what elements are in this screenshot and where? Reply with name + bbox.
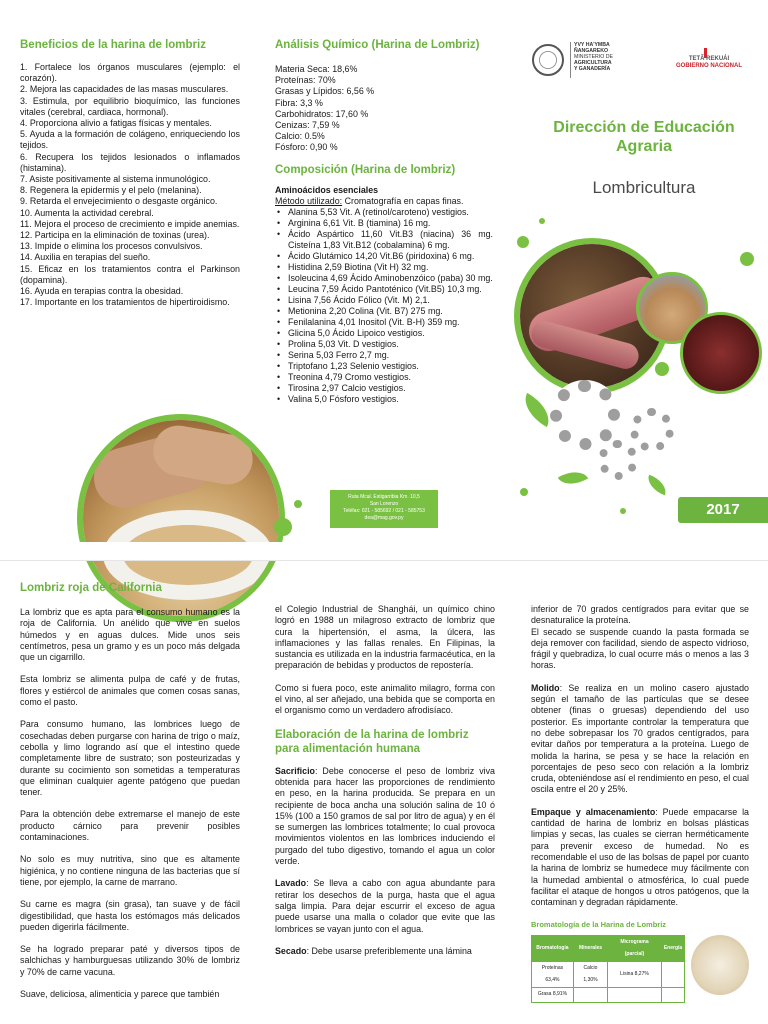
paragraph: No solo es muy nutritiva, sino que es altamente higiénica, y no contiene ninguna de las bacterias que sí tiene, por ejemplo, la carne de marrano. [20, 854, 240, 887]
table-cell: Proteínas 63,4% [532, 962, 574, 988]
section-text: : Se realiza en un molino casero ajustado según el tamaño de las partículas que se desee obtener (finas o gruesas) dependiendo del uso posterior. Es importante controlar la temperatura que no debe sobrepasar los 70 grados centígrados, para evitar daños por temperatura a la proteína. Luego de molida la harina, se pesa y se hace la relación en porcentajes de peso seco con relación a la lombriz cruda, obteniéndose así el rendimiento en peso, el cual oscila entre el 20 y 25%. [531, 682, 749, 795]
seal-icon [532, 44, 564, 76]
paragraph: el Colegio Industrial de Shanghái, un químico chino logró en 1988 un milagroso extracto de lombriz que cura la hipertensión, el asma, la úlcera, las inflamaciones y las fallas renales. En Filipinas, la sustancia es utilizada en la industria farmacéutica, en la preparación de bebidas y productos de repostería. [275, 604, 495, 671]
paragraph: Para consumo humano, las lombrices luego de cosechadas deben purgarse con harina de trigo o maíz, cebolla y limo logrando así que el intestino quede completamente libre de sustrato; son posteurizadas y durante su cocimiento son sometidas a temperaturas que eliminan cualquier agente patógeno que puedan tener. [20, 719, 240, 798]
composition-title: Composición (Harina de lombriz) [275, 163, 456, 176]
table-cell [661, 962, 684, 988]
benefit-item: 16. Ayuda en terapias contra la obesidad. [20, 286, 184, 297]
ministry-logo [532, 42, 626, 82]
red-worm-paragraphs [20, 607, 240, 1000]
section-label: Lavado [275, 878, 307, 889]
analysis-panel [275, 38, 493, 405]
benefits-title: Beneficios de la harina de lombriz [20, 39, 206, 51]
green-dot [620, 508, 626, 514]
year-badge: 2017 [678, 497, 768, 523]
method-label: Método utilizado: [275, 195, 343, 206]
section-paragraph [531, 807, 749, 909]
amino-item: • Prolina 5,03 Vit. D vestigios. [275, 339, 493, 350]
table-header: Minerales [573, 936, 607, 962]
section-text: : Debe usarse preferiblemente una lámina [306, 945, 472, 956]
table-cell [661, 988, 684, 1003]
green-dot [539, 218, 545, 224]
amino-item: • Serina 5,03 Ferro 2,7 mg. [275, 350, 493, 361]
elaboration-intro [275, 604, 495, 717]
benefit-item: 11. Mejora el proceso de crecimiento e impide anemias. [20, 218, 240, 229]
benefit-item: 6. Recupera los tejidos lesionados o inflamados (histamina). [20, 151, 240, 173]
table-header: Energía [661, 936, 684, 962]
drying-panel [531, 604, 749, 1003]
elaboration-title: Elaboración de la harina de lombriz para alimentación humana [275, 728, 469, 755]
paragraph: Como si fuera poco, este animalito milagro, forma con el vino, al ser añejado, una bebida que se comporta en el organismo como un verdadero afrodisíaco. [275, 682, 495, 716]
ministry-logo-line: ÑANGAREKO [574, 48, 609, 54]
bromatology-table [531, 935, 685, 1003]
paragraph: Esta lombriz se alimenta pulpa de café y de frutas, flores y estiércol de animales que comen cosas sanas, como el pasto. [20, 674, 240, 708]
amino-list [275, 207, 493, 405]
method-line [275, 196, 493, 207]
green-dot [517, 236, 529, 248]
paragraph: La lombriz que es apta para el consumo humano es la roja de California. Un anélido que vive en suelos húmedos y en aguas dulces. Mide unos seis centímetros, pesa un gramo y es un poco más delgada que un cigarrillo. [20, 607, 240, 663]
flour-sample-photo [691, 935, 749, 995]
table-cell [573, 988, 607, 1003]
analysis-list [275, 64, 493, 154]
main-title [520, 118, 768, 156]
benefit-item: 4. Proporciona alivio a fatigas físicas y mentales. [20, 118, 212, 129]
amino-item: • Ácido Aspártico 11,60 Vit.B3 (niacina) 36 mg. Cisteína 1,83 Vit.B12 (cobalamina) 6 mg. [275, 229, 493, 251]
benefit-item: 14. Auxilia en terapias del sueño. [20, 252, 151, 263]
leaf-icon [644, 475, 669, 496]
table-wrapper [531, 935, 749, 1003]
gear-icon [550, 380, 620, 450]
red-worm-panel [20, 581, 240, 1011]
amino-item: • Triptofano 1,23 Selenio vestigios. [275, 361, 493, 372]
benefit-item: 7. Asiste positivamente al sistema inmunológico. [20, 174, 211, 185]
section-label: Secado [275, 945, 307, 956]
drying-sections [531, 683, 749, 909]
amino-item: • Histidina 2,59 Biotina (Vit H) 32 mg. [275, 262, 493, 273]
section-text: : Se lleva a cabo con agua abundante para retirar los desechos de la purga, hasta que el agua salga limpia. Para dejar escurrir el exceso de agua puede usarse una malla o colador que evite que las lombrices se vayan junto con el agua. [275, 878, 495, 934]
elaboration-sections [275, 766, 495, 957]
benefit-item: 8. Regenera la epidermis y el pelo (melanina). [20, 185, 202, 196]
fold-divider [0, 560, 768, 561]
analysis-item: Materia Seca: 18,6% [275, 64, 358, 74]
amino-item: • Ácido Glutámico 14,20 Vit.B6 (piridoxina) 6 mg. [275, 251, 493, 262]
ministry-logo-line: Y GANADERÍA [574, 66, 611, 72]
section-label: Sacrificio [275, 765, 315, 776]
section-text: : Debe conocerse el peso de lombriz viva obtenida para hacer las proporciones de rendimiento en peso, en la harina producida. Se prepara en un recipiente de boca ancha una solución salina de 10 ó 15% (100 a 150 gramos de sal por litro de agua) y en él se sumergen las lombrices totalmente; lo cual provoca movimientos violentos en las lombrices induciendo el purgado del tubo digestivo, tomando el agua un color verde. [275, 765, 495, 867]
amino-heading: Aminoácidos esenciales [275, 184, 379, 195]
benefit-item: 9. Retarda el envejecimiento o desgaste orgánico. [20, 196, 218, 207]
analysis-title: Análisis Químico (Harina de Lombriz) [275, 39, 480, 51]
section-paragraph [275, 878, 495, 934]
table-title: Bromatología de la Harina de Lombriz [531, 920, 667, 930]
table-cell [608, 988, 662, 1003]
benefit-item: 13. Impide o elimina los procesos convulsivos. [20, 241, 203, 252]
contact-box [330, 490, 438, 528]
gear-icon [630, 408, 674, 452]
benefit-item: 3. Estimula, por equilibrio bioquímico, las funciones vitales (cerebral, cardiaca, hormonal). [20, 95, 240, 117]
amino-item: • Tirosina 2,97 Calcio vestigios. [275, 383, 493, 394]
amino-item: • Lisina 7,56 Ácido Fólico (Vit. M) 2,1. [275, 295, 493, 306]
benefit-item: 15. Eficaz en los tratamientos contra el Parkinson (dopamina). [20, 263, 240, 285]
section-paragraph [531, 683, 749, 796]
section-label: Molido [531, 682, 560, 693]
analysis-item: Proteínas: 70% [275, 75, 336, 86]
table-cell: Grasa 8,91% [532, 988, 574, 1003]
table-cell: Calcio 1,30% [573, 962, 607, 988]
section-text: : Puede empacarse la cantidad de harina de lombriz en bolsas plásticas limpias y secas, las cuales se cierran herméticamente para prevenir exceso de humedad. No es recomendable el uso de las bolsas de papel por cuanto la harina de lombriz se humedece muy fácilmente con la humedad ambiental o atmosférica, lo cual puede facilitar el ataque de hongos u otros patógenos, que la contaminan y degradan rápidamente. [531, 806, 749, 908]
amino-item: • Metionina 2,20 Colina (Vit. B7) 275 mg. [275, 306, 493, 317]
benefit-item: 10. Aumenta la actividad cerebral. [20, 207, 154, 218]
table-row [532, 962, 685, 988]
section-paragraph [275, 946, 495, 957]
amino-item: • Isoleucina 4,69 Ácido Aminobenzóico (paba) 30 mg. [275, 273, 493, 284]
analysis-item: Cenizas: 7,59 % [275, 120, 340, 131]
green-dot [655, 362, 669, 376]
contact-line: Teléfax: 021 - 585692 / 021 - 585753 [343, 508, 425, 514]
red-worm-title: Lombriz roja de California [20, 582, 162, 594]
green-dot [740, 252, 754, 266]
drying-intro: inferior de 70 grados centígrados para evitar que se desnaturalice la proteína. [531, 604, 749, 626]
analysis-item: Carbohidratos: 17,60 % [275, 108, 369, 119]
table-row [532, 988, 685, 1003]
benefit-item: 17. Importante en los tratamientos de hipertiroidismo. [20, 297, 230, 308]
table-cell: Lisina 8,27% [608, 962, 662, 988]
analysis-item: Fósforo: 0,90 % [275, 142, 338, 153]
benefit-item: 12. Participa en la eliminación de toxinas (urea). [20, 230, 210, 241]
amino-item: • Leucina 7,59 Ácido Pantoténico (Vit.B5) 10,3 mg. [275, 284, 493, 295]
green-dot [520, 488, 528, 496]
analysis-item: Fibra: 3,3 % [275, 97, 323, 108]
benefits-panel [20, 38, 240, 308]
leaf-icon [558, 465, 589, 492]
paragraph: Para la obtención debe extremarse el manejo de este producto cárnico para prevenir posibles contaminaciones. [20, 809, 240, 843]
analysis-item: Grasas y Lípidos: 6,56 % [275, 86, 375, 97]
ministry-logo-line: AGRICULTURA [574, 60, 612, 66]
amino-item: • Arginina 6,61 Vit. B (tiamina) 16 mg. [275, 218, 493, 229]
paragraph: Suave, deliciosa, alimenticia y parece que también [20, 989, 220, 1000]
government-logo-line: TETÃ REKUÁI [688, 56, 730, 62]
ministry-logo-line: YVY HA'YMBA [574, 42, 610, 48]
paragraph: Su carne es magra (sin grasa), tan suave y de fácil digestibilidad, que hasta los estómagos más delicados pueden digerirla fácilmente. [20, 899, 240, 932]
amino-item: • Alanina 5,53 Vit. A (retinol/caroteno) vestigios. [275, 207, 493, 218]
elaboration-panel [275, 604, 495, 968]
contact-line: San Lorenzo [369, 501, 399, 507]
left-edge-clip [0, 400, 36, 560]
amino-item: • Fenilalanina 4,01 Inositol (Vit. B-H) 359 mg. [275, 317, 493, 328]
section-paragraph [275, 766, 495, 868]
table-header: Bromatología [532, 936, 574, 962]
benefits-list [20, 62, 240, 308]
benefit-item: 1. Fortalece los órganos musculares (ejemplo: el corazón). [20, 62, 240, 84]
government-logo-line: GOBIERNO NACIONAL [676, 63, 742, 69]
bottom-left-clip-bar [0, 542, 300, 560]
green-dot [294, 500, 302, 508]
main-title-line: Agraria [615, 138, 673, 155]
contact-line: dea@mag.gov.py [364, 515, 404, 521]
government-logo [668, 48, 750, 78]
method-text: Cromatografía en capas finas. [342, 195, 464, 206]
ministry-logo-line: MINISTERIO DE [574, 54, 613, 60]
green-dot [274, 518, 292, 536]
main-title-line: Dirección de Educación [553, 119, 735, 136]
amino-item: • Valina 5,0 Fósforo vestigios. [275, 394, 493, 405]
benefit-item: 5. Ayuda a la formación de colágeno, enriqueciendo los tejidos. [20, 129, 240, 151]
drying-paragraph: El secado se suspende cuando la pasta formada se deja remover con facilidad, siendo de aspecto vidrioso, frágil y quebradiza, lo cual ocurre más o menos a las 3 horas. [531, 626, 749, 671]
section-label: Empaque y almacenamiento [531, 806, 656, 817]
dried-worms-photo [680, 312, 762, 394]
benefit-item: 2. Mejora las capacidades de las masas musculares. [20, 84, 229, 95]
amino-item: • Treonina 4,79 Cromo vestigios. [275, 372, 493, 383]
table-header: Micrograma (parcial) [608, 936, 662, 962]
subtitle: Lombricultura [592, 178, 696, 197]
gear-icon [598, 440, 638, 480]
paragraph: Se ha logrado preparar paté y diversos tipos de salchichas y hamburguesas utilizando 30% de lombriz y 70% de carne vacuna. [20, 944, 240, 977]
analysis-item: Calcio: 0.5% [275, 131, 325, 142]
amino-item: • Glicina 5,0 Ácido Lipoico vestigios. [275, 328, 493, 339]
contact-line: Ruta Mcal. Estigarribia Km. 10,5 [348, 494, 420, 500]
